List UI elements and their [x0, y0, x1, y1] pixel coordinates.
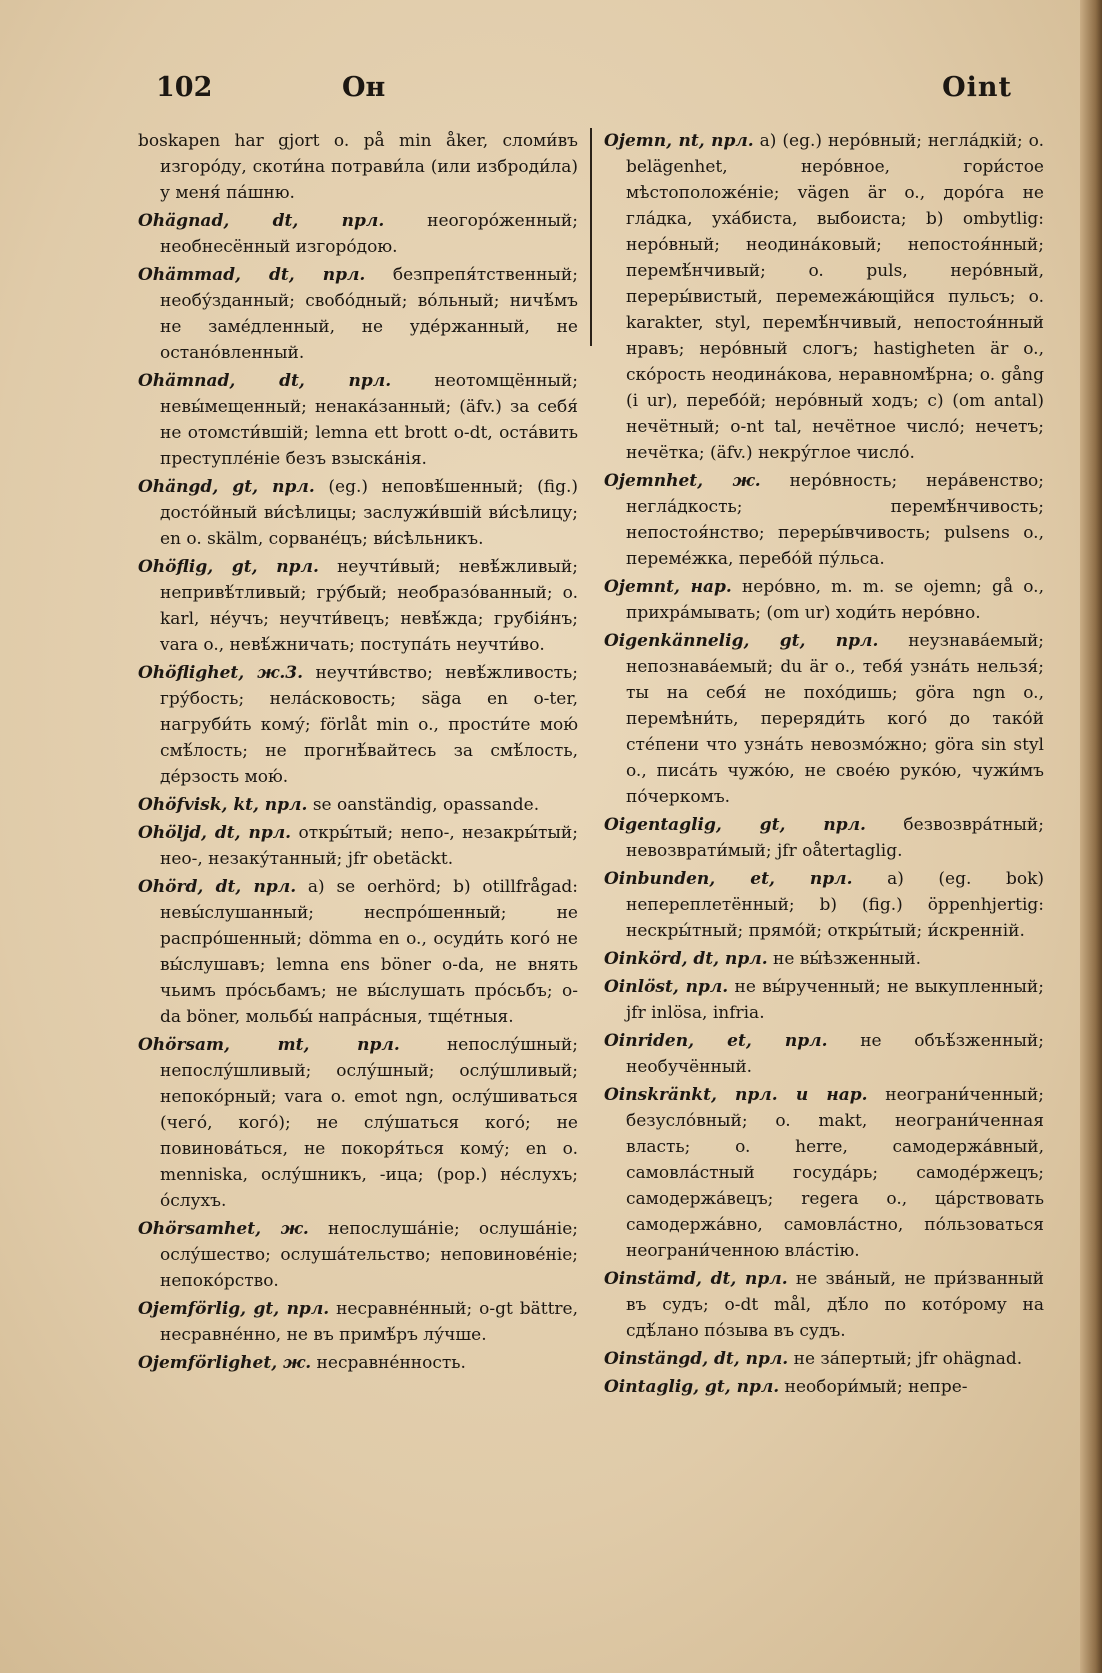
dictionary-entry	[138, 128, 578, 206]
dictionary-entry	[604, 468, 1044, 572]
headword: Ojemförlighet, ж.	[138, 1353, 312, 1373]
dictionary-entry	[604, 574, 1044, 626]
definition: неучти́вый; невѣ́жливый; непривѣ́тливый; гру́бый; необразо́ванный; o. karl, не́учъ; неучти́вецъ; невѣ́жда; грубія́нъ; vara o., невѣ́жничать; поступа́ть неучти́во.	[160, 557, 578, 655]
definition: несравне́нный; o-gt bättre, несравне́нно, не въ примѣ́ръ лу́чше.	[160, 1299, 578, 1345]
dictionary-entry	[138, 1032, 578, 1214]
definition: откры́тый; непо-, незакры́тый; нео-, незаку́танный; jfr obetäckt.	[160, 823, 578, 869]
column-rule	[590, 128, 592, 346]
dictionary-entry	[138, 1350, 578, 1376]
headword: Ohöflig, gt, прл.	[138, 557, 319, 577]
headword: Oinlöst, прл.	[604, 977, 729, 997]
page-edge	[1080, 0, 1102, 1673]
headword: Ojemförlig, gt, прл.	[138, 1299, 330, 1319]
headword: Ohägnad, dt, прл.	[138, 211, 385, 231]
definition: неучти́вство; невѣ́жливость; гру́бость; нела́сковость; säga en o-ter, нагруби́ть кому́; förlåt min o., прости́те мою́ смѣ́лость; не прогнѣ́вайтесь за смѣ́лость, де́рзость мою́.	[160, 663, 578, 787]
headword: Ojemn, nt, прл.	[604, 131, 754, 151]
definition: неогоро́женный; необнесённый изгоро́дою.	[160, 211, 578, 257]
dictionary-entry	[604, 946, 1044, 972]
definition: a) (eg. bok) непереплетённый; b) (fig.) öppenhjertig: нескры́тный; прямо́й; откры́тый; и́скренній.	[626, 869, 1044, 941]
dictionary-entry	[138, 820, 578, 872]
definition: не вы́ѣзженный.	[767, 949, 922, 969]
headword: Ohörsamhet, ж.	[138, 1219, 309, 1239]
headword: Oinkörd, dt, прл.	[604, 949, 768, 969]
dictionary-entry	[138, 474, 578, 552]
dictionary-entry	[604, 1346, 1044, 1372]
headword: Ointaglig, gt, прл.	[604, 1377, 780, 1397]
definition: неотомщённый; невы́мещенный; ненака́занный; (äfv.) за себя́ не отомсти́вшій; lemna ett brott o-dt, оста́вить преступле́ніе безъ взыска́нія.	[160, 371, 578, 469]
dictionary-entry	[138, 874, 578, 1030]
definition: не объѣ́зженный; необучённый.	[626, 1031, 1044, 1077]
dictionary-entry	[138, 792, 578, 818]
headword: Ojemnt, нар.	[604, 577, 732, 597]
headword: Oinstämd, dt, прл.	[604, 1269, 788, 1289]
headword: Ohörd, dt, прл.	[138, 877, 297, 897]
definition: неограни́ченный; безусло́вный; o. makt, неограни́ченная власть; o. herre, самодержа́вный, самовла́стный госуда́рь; самоде́ржецъ; самодержа́вецъ; regera o., ца́рствовать самодержа́вно, самовла́стно, по́льзоваться неограни́ченною вла́стію.	[626, 1085, 1044, 1261]
definition: не за́пертый; jfr ohägnad.	[788, 1349, 1023, 1369]
headword: Ohöfvisk, kt, прл.	[138, 795, 308, 815]
headword: Oinstängd, dt, прл.	[604, 1349, 789, 1369]
definition: se oanständig, opassande.	[307, 795, 540, 815]
left-column	[138, 128, 578, 1648]
headword: Ohöljd, dt, прл.	[138, 823, 292, 843]
definition: непослуша́ніе; ослуша́ніе; ослу́шество; ослуша́тельство; неповинове́ніе; непоко́рство.	[160, 1219, 578, 1291]
definition: неро́вность; нера́венство; негла́дкость; перемѣ́нчивость; непостоя́нство; переры́вчивость; pulsens o., переме́жка, перебо́й пу́льса.	[626, 471, 1044, 569]
definition: несравне́нность.	[311, 1353, 466, 1373]
dictionary-entry	[604, 628, 1044, 810]
definition: неузнава́емый; непознава́емый; du är o., тебя́ узна́ть нельзя́; ты на себя́ не похо́дишь; göra ngn o., перемѣни́ть, переряди́ть кого́ до тако́й сте́пени что узна́ть невозмо́жно; göra sin styl o., писа́ть чужо́ю, не свое́ю руко́ю, чужи́мъ по́черкомъ.	[626, 631, 1044, 807]
headword: Ohörsam, mt, прл.	[138, 1035, 400, 1055]
dictionary-entry	[604, 812, 1044, 864]
dictionary-entry	[138, 262, 578, 366]
guide-word-left: Он	[342, 72, 386, 103]
dictionary-entry	[604, 866, 1044, 944]
dictionary-entry	[604, 1028, 1044, 1080]
headword: Oinskränkt, прл. и нар.	[604, 1085, 868, 1105]
headword: Ohämnad, dt, прл.	[138, 371, 392, 391]
dictionary-entry	[604, 1374, 1044, 1400]
dictionary-entry	[138, 660, 578, 790]
dictionary-entry	[138, 208, 578, 260]
dictionary-entry	[604, 974, 1044, 1026]
definition: не вы́рученный; не выкупленный; jfr inlösa, infria.	[626, 977, 1044, 1023]
definition: непослу́шный; непослу́шливый; ослу́шный; ослу́шливый; непоко́рный; vara o. emot ngn, ослу́шиваться (чего́, кого́); не слу́шаться кого́; не повинова́ться, не покоря́ться кому́; en o. menniska, ослу́шникъ, -ица; (pop.) не́слухъ; о́слухъ.	[160, 1035, 578, 1211]
definition: a) se oerhörd; b) otillfrågad: невы́слушанный; неспро́шенный; не распро́шенный; dömma en o., осуди́ть кого́ не вы́слушавъ; lemna ens böner o-da, не внять чьимъ про́сьбамъ; не вы́слушать про́сьбъ; o-da böner, мольбы́ напра́сныя, тще́тныя.	[160, 877, 578, 1027]
headword: Oinbunden, et, прл.	[604, 869, 853, 889]
headword: Ohöflighet, ж.3.	[138, 663, 303, 683]
guide-word-right: Oint	[942, 72, 1012, 103]
definition: безпрепя́тственный; необу́зданный; свобо́дный; во́льный; ничѣ́мъ не заме́дленный, не уде́ржанный, не остано́вленный.	[160, 265, 578, 363]
headword: Oigenkännelig, gt, прл.	[604, 631, 879, 651]
page-header	[150, 72, 1030, 112]
headword: Ohängd, gt, прл.	[138, 477, 315, 497]
page-number: 102	[156, 72, 213, 103]
headword: Oigentaglig, gt, прл.	[604, 815, 866, 835]
definition: boskapen har gjort o. på min åker, сломи́въ изгоро́ду, скоти́на потрави́ла (или изброди́ла) у меня́ па́шню.	[138, 131, 578, 203]
headword: Oinriden, et, прл.	[604, 1031, 828, 1051]
dictionary-entry	[138, 1216, 578, 1294]
dictionary-entry	[604, 1266, 1044, 1344]
definition: безвозвра́тный; невозврати́мый; jfr oåtertaglig.	[626, 815, 1044, 861]
dictionary-entry	[138, 1296, 578, 1348]
definition: (eg.) неповѣ́шенный; (fig.) досто́йный ви́сѣлицы; заслужи́вшій ви́сѣлицу; en o. skälm, сорване́цъ; ви́сѣльникъ.	[160, 477, 578, 549]
definition: не зва́ный, не при́званный въ судъ; o-dt mål, дѣ́ло по кото́рому на сдѣ́лано по́зыва въ судъ.	[626, 1269, 1044, 1341]
right-column	[604, 128, 1044, 1648]
headword: Ohämmad, dt, прл.	[138, 265, 366, 285]
headword: Ojemnhet, ж.	[604, 471, 761, 491]
dictionary-entry	[138, 368, 578, 472]
dictionary-entry	[604, 1082, 1044, 1264]
definition: необори́мый; непре-	[779, 1377, 968, 1397]
definition: неро́вно, m. m. se ojemn; gå o., прихра́мывать; (om ur) ходи́ть неро́вно.	[626, 577, 1044, 623]
definition: a) (eg.) неро́вный; негла́дкій; o. belägenhet, неро́вное, гори́стое мѣстоположе́ніе; vägen är o., доро́га не гла́дка, уха́биста, выбоиста; b) ombytlig: неро́вный; неодина́ковый; непостоя́нный; перемѣ́нчивый; o. puls, неро́вный, переры́вистый, перемежа́ющійся пульсъ; o. karakter, styl, перемѣ́нчивый, непостоя́нный нравъ; неро́вный слогъ; hastigheten är o., ско́рость неодина́кова, неравномѣ́рна; o. gång (i ur), перебо́й; неро́вный ходъ; c) (om antal) нечётный; o-nt tal, нечётное число́; нечетъ; нечётка; (äfv.) некру́глое число́.	[626, 131, 1044, 463]
dictionary-entry	[604, 128, 1044, 466]
dictionary-entry	[138, 554, 578, 658]
